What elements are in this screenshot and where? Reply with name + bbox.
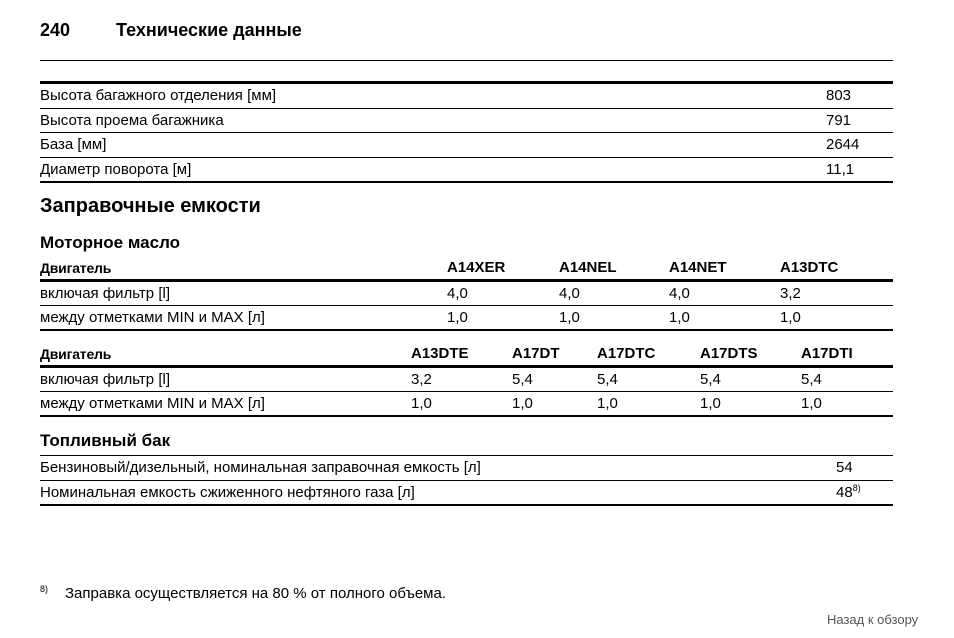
row-label: Высота багажного отделения [мм] <box>40 87 277 104</box>
table-row <box>40 392 893 417</box>
column-header: A14XER <box>447 259 506 276</box>
header-rule <box>40 60 893 61</box>
column-header-engine: Двигатель <box>40 260 112 276</box>
cell-value: 1,0 <box>597 395 618 412</box>
row-label: включая фильтр [l] <box>40 285 170 302</box>
column-header: A17DTC <box>597 345 656 362</box>
table-row <box>40 368 893 392</box>
cell-value: 5,4 <box>700 371 721 388</box>
table-row <box>40 455 893 481</box>
cell-value: 5,4 <box>801 371 822 388</box>
cell-value: 4,0 <box>447 285 468 302</box>
back-to-overview-link[interactable]: Назад к обзору <box>827 612 919 627</box>
footnote-text: Заправка осуществляется на 80 % от полного объема. <box>65 585 446 602</box>
row-label: Диаметр поворота [м] <box>40 160 192 178</box>
table-row <box>40 158 893 184</box>
column-header: A13DTE <box>411 345 469 362</box>
row-label: между отметками MIN и MAX [л] <box>40 395 265 412</box>
column-header-engine: Двигатель <box>40 346 112 362</box>
cell-value: 4,0 <box>559 285 580 302</box>
cell-value: 3,2 <box>411 371 432 388</box>
subsection-title-engine-oil: Моторное масло <box>40 233 181 252</box>
cell-value: 3,2 <box>780 285 801 302</box>
footnote-reference[interactable]: 8) <box>852 482 861 493</box>
table-row <box>40 84 893 109</box>
column-header: A14NEL <box>559 259 617 276</box>
cell-value: 1,0 <box>669 309 690 326</box>
cell-value: 1,0 <box>801 395 822 412</box>
cell-value: 5,4 <box>597 371 618 388</box>
row-label: Номинальная емкость сжиженного нефтяного газа [л] <box>40 483 415 501</box>
column-header: A17DTI <box>801 345 853 362</box>
column-header: A17DTS <box>700 345 758 362</box>
row-label: включая фильтр [l] <box>40 371 170 388</box>
row-label: Высота проема багажника <box>40 111 224 129</box>
cell-value: 1,0 <box>411 395 432 412</box>
footnote-mark: 8) <box>40 584 49 594</box>
table-row <box>40 481 893 507</box>
table-header-row <box>40 258 893 282</box>
column-header: A13DTC <box>780 259 839 276</box>
cell-value: 4,0 <box>669 285 690 302</box>
page-title: Технические данные <box>116 20 302 40</box>
cell-value: 1,0 <box>447 309 468 326</box>
table-row <box>40 282 893 306</box>
row-value: 11,1 <box>826 160 855 178</box>
cell-value: 5,4 <box>512 371 533 388</box>
engine-oil-table-2 <box>40 344 893 417</box>
row-label: База [мм] <box>40 136 107 153</box>
row-label: между отметками MIN и MAX [л] <box>40 309 265 326</box>
table-row <box>40 133 893 158</box>
subsection-title-fuel-tank: Топливный бак <box>40 431 171 450</box>
table-row <box>40 306 893 331</box>
column-header: A17DT <box>512 345 560 362</box>
row-value: 803 <box>826 87 852 104</box>
row-value: 54 <box>836 459 853 476</box>
cell-value: 1,0 <box>780 309 801 326</box>
page-number: 240 <box>40 20 71 40</box>
dimensions-table <box>40 81 893 183</box>
cell-value: 1,0 <box>559 309 580 326</box>
row-value: 2644 <box>826 136 860 153</box>
cell-value: 1,0 <box>512 395 533 412</box>
column-header: A14NET <box>669 259 727 276</box>
row-value: 791 <box>826 111 852 129</box>
section-title-capacities: Заправочные емкости <box>40 195 261 217</box>
table-header-row <box>40 344 893 368</box>
fuel-tank-table <box>40 455 893 506</box>
engine-oil-table-1 <box>40 258 893 331</box>
cell-value: 1,0 <box>700 395 721 412</box>
table-row <box>40 109 893 134</box>
row-label: Бензиновый/дизельный, номинальная заправочная емкость [л] <box>40 459 481 476</box>
row-value: 48$^{8)}$ <box>836 482 861 501</box>
